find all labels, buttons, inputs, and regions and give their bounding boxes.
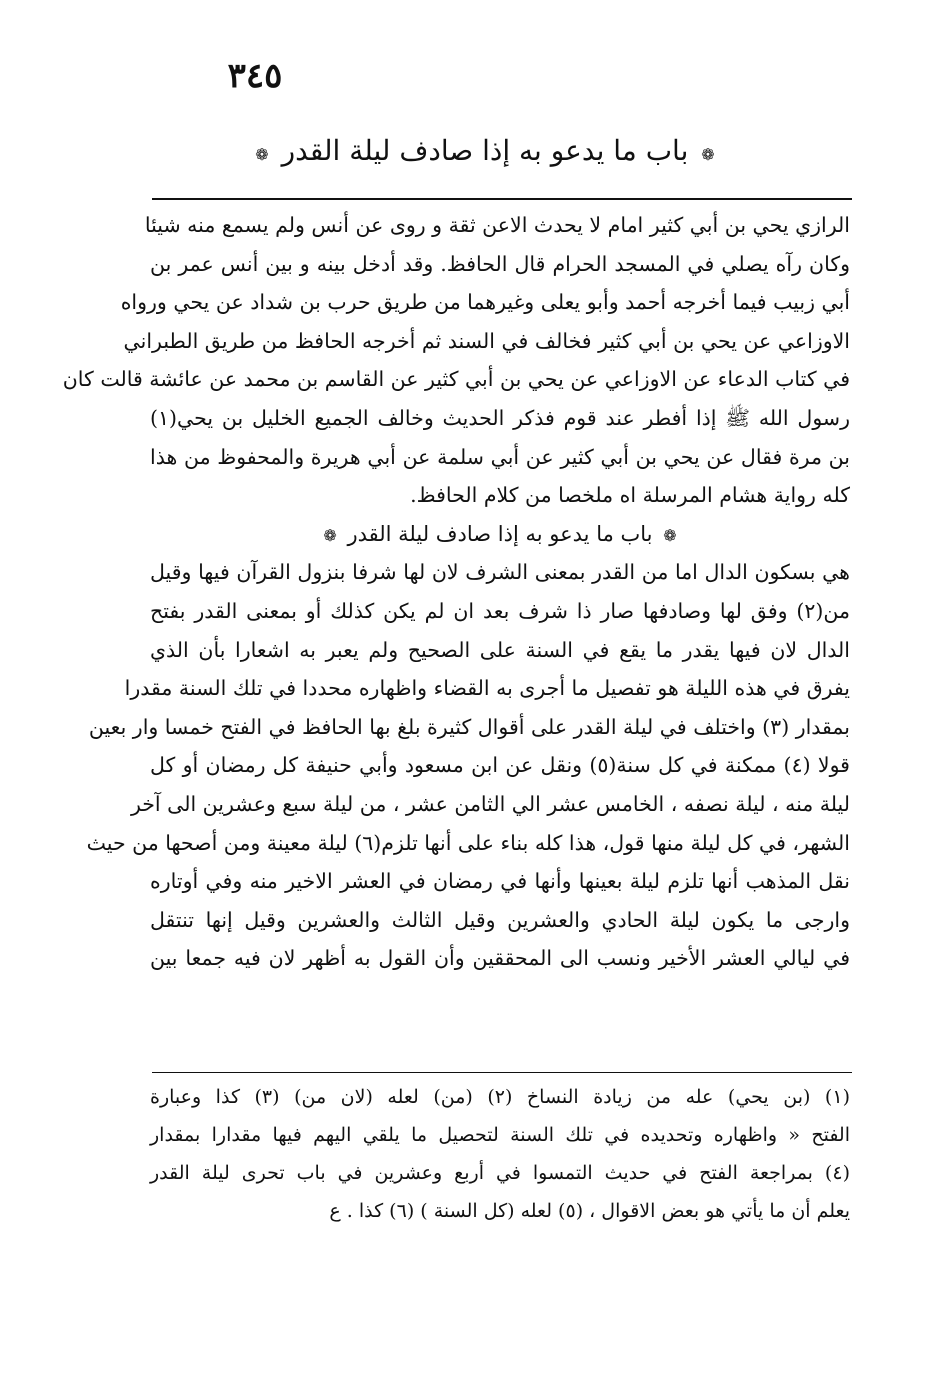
text-line: وارجى ما يكون ليلة الحادي والعشرين وقيل الثالث والعشرين وقيل إنها تنتقل xyxy=(150,907,850,932)
text-line: رسول الله ﷺ إذا أفطر عند قوم فذكر الحديث وخالف الجميع الخليل بن يحي(١) xyxy=(150,405,850,430)
text-line: هي بسكون الدال اما من القدر بمعنى الشرف لان لها شرفا بنزول القرآن فيها وقيل xyxy=(150,560,850,585)
ornament-icon: ❁ xyxy=(255,145,269,164)
text-line: الرازي يحي بن أبي كثير امام لا يحدث الاعن ثقة و روى عن أنس ولم يسمع منه شيئا xyxy=(144,213,850,237)
text-line: قولا (٤) ممكنة في كل سنة(٥) ونقل عن ابن مسعود وأبي حنيفة كل رمضان أو كل xyxy=(150,753,850,778)
text-line: وكان رآه يصلي في المسجد الحرام قال الحافظ. وقد أدخل بينه و بين أنس عمر بن xyxy=(150,251,850,276)
text-line: ليلة منه ، ليلة نصفه ، الخامس عشر الي الثامن عشر ، من ليلة سبع وعشرين الى آخر xyxy=(130,791,850,816)
footnotes xyxy=(150,1078,850,1230)
text-line: كله رواية هشام المرسلة اه ملخصا من كلام الحافظ. xyxy=(410,483,850,508)
header-divider xyxy=(152,198,852,200)
running-head xyxy=(250,128,720,178)
text-line: أبي زبيب فيما أخرجه أحمد وأبو يعلى وغيرهما من طريق حرب بن شداد عن يحي ورواه xyxy=(120,290,850,315)
text-line: الدال لان فيها يقدر ما يقع في السنة على الصحيح ولم يعبر به اشعارا بأن الذي xyxy=(150,637,850,662)
text-line: من(٢) وفق لها وصادفها صار ذا شرف بعد ان لم يكن كذلك أو بمعنى القدر بفتح xyxy=(150,598,850,623)
footnote-line: (٤) بمراجعة الفتح في حديث التمسوا في أربع وعشرين في باب تحرى ليلة القدر xyxy=(150,1162,850,1184)
ornament-icon: ❁ xyxy=(663,525,677,545)
ornament-icon: ❁ xyxy=(701,145,715,164)
ornament-icon: ❁ xyxy=(323,525,337,545)
section-heading xyxy=(150,515,850,554)
text-line: في كتاب الدعاء عن الاوزاعي عن يحي بن أبي كثير عن القاسم بن محمد عن عائشة قالت كان xyxy=(62,367,850,392)
text-line: الاوزاعي عن يحي بن أبي كثير فخالف في السند ثم أخرجه الحافظ من طريق الطبراني xyxy=(123,328,850,353)
text-line: يفرق في هذه الليلة هو تفصيل ما أجرى به القضاء واظهاره محددا في تلك السنة مقدرا xyxy=(124,676,850,701)
section-title: باب ما يدعو به إذا صادف ليلة القدر xyxy=(347,521,653,546)
text-line: بمقدار (٣) واختلف في ليلة القدر على أقوال كثيرة بلغ بها الحافظ في الفتح خمسا وار بعين xyxy=(88,714,850,739)
footnote-divider xyxy=(152,1072,852,1073)
text-line: الشهر، في كل ليلة منها قول، هذا كله بناء على أنها تلزم(٦) ليلة معينة ومن أصحها من حيث xyxy=(86,830,850,855)
footnote-line: (١) (بن يحي) عله من زيادة النساخ (٢) (من) لعله (لان من) (٣) كذا وعبارة xyxy=(150,1086,850,1108)
running-head-title: باب ما يدعو به إذا صادف ليلة القدر xyxy=(281,134,689,167)
body-text xyxy=(62,206,850,978)
page-number: ٣٤٥ xyxy=(227,56,283,96)
footnote-line: الفتح « واظهاره وتحديده في تلك السنة لتحصيل ما يلقي اليهم فيها مقدارا بمقدار xyxy=(150,1124,850,1146)
text-line: بن مرة فقال عن يحي بن أبي كثير عن أبي سلمة عن أبي هريرة والمحفوظ من هذا xyxy=(150,444,850,469)
text-line: نقل المذهب أنها تلزم ليلة بعينها وأنها في رمضان في العشر الاخير منه وفي أوتاره xyxy=(150,869,850,894)
text-line: في ليالي العشر الأخير ونسب الى المحققين وأن القول به أظهر لان فيه جمعا بين xyxy=(150,946,850,971)
footnote-line: يعلم أن ما يأتي هو بعض الاقوال ، (٥) لعله (كل السنة ) (٦) كذا . ع xyxy=(329,1200,850,1222)
